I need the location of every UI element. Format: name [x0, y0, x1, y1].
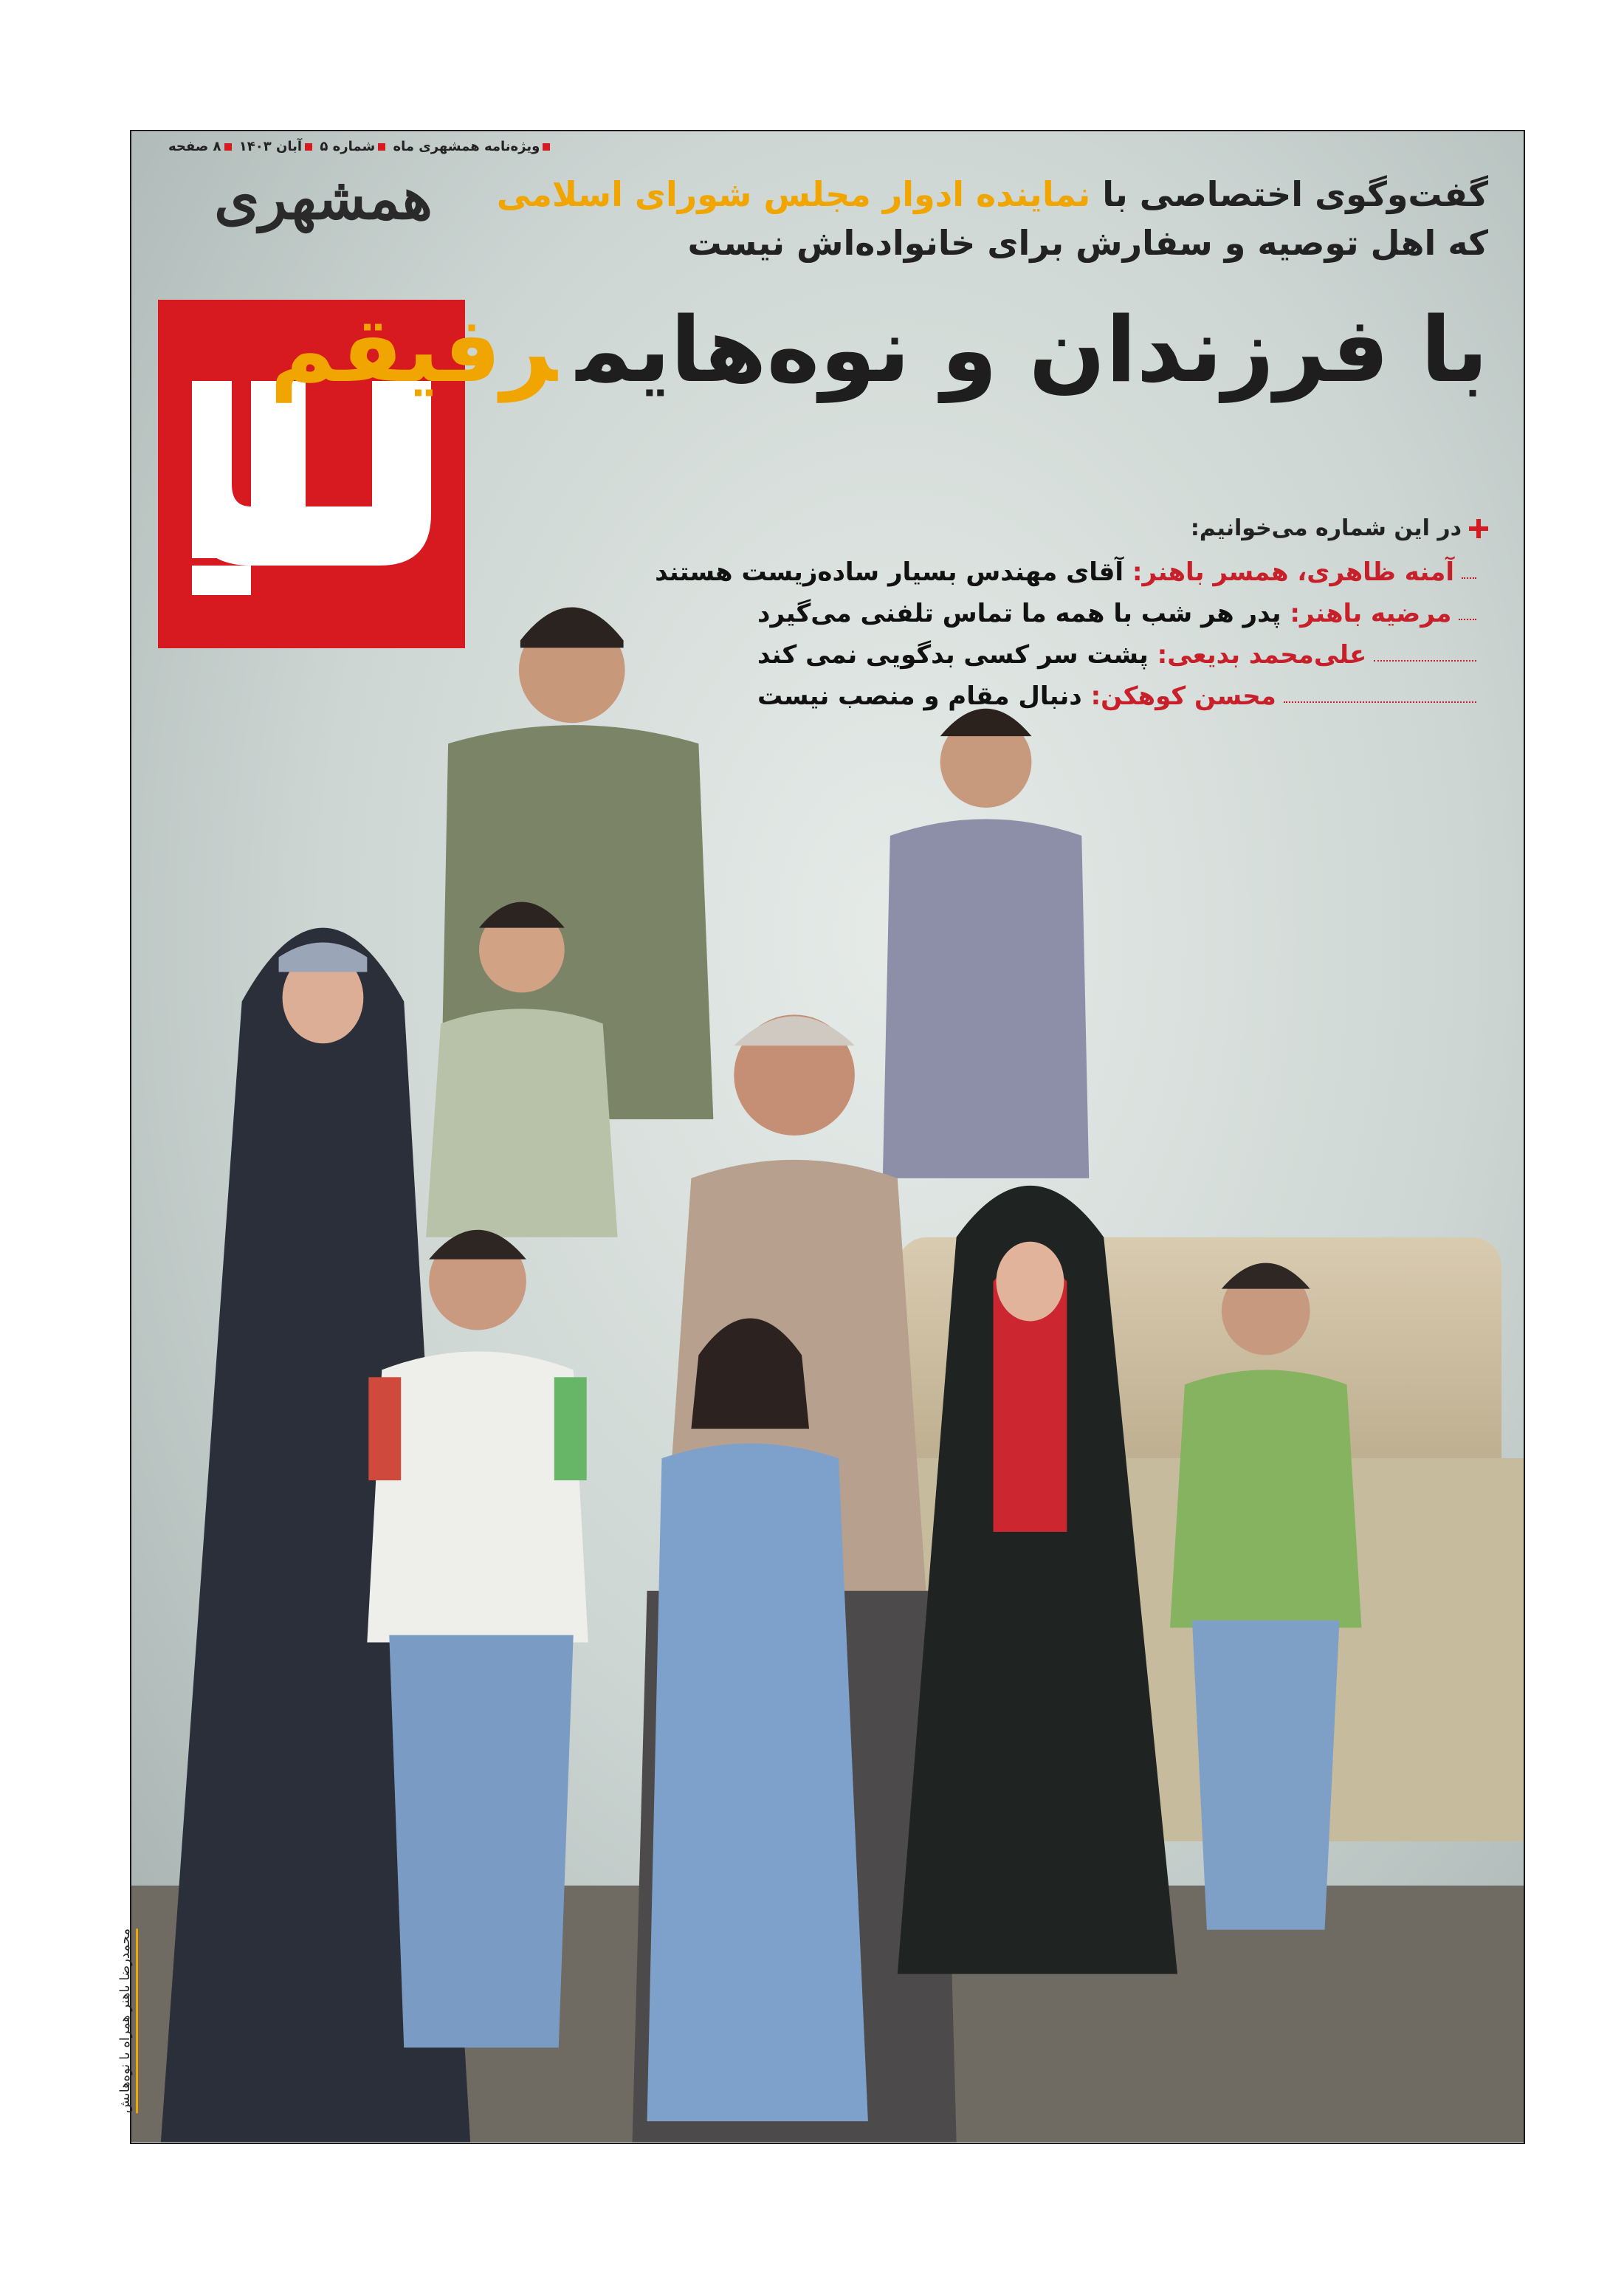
- kicker-line-2: که اهل توصیه و سفارش برای خانواده‌اش نیست: [687, 223, 1488, 263]
- toc-item[interactable]: آمنه ظاهری، همسر باهنر: آقای مهندس بسیار ساده‌زیست هستند: [757, 552, 1488, 593]
- toc-leader-dots: [1284, 701, 1476, 703]
- toc-leader-dots: [1462, 577, 1476, 579]
- main-headline: با فرزندان و نوه‌هایمرفیقم: [269, 298, 1488, 402]
- toc-item[interactable]: محسن کوهکن: دنبال مقام و منصب نیست: [757, 676, 1488, 717]
- toc-leader-dots: [1459, 619, 1476, 620]
- cover-page: [130, 130, 1525, 2144]
- toc-header: در این شماره می‌خوانیم:: [757, 515, 1488, 541]
- toc-item[interactable]: علی‌محمد بدیعی: پشت سر کسی بدگویی نمی کند: [757, 634, 1488, 676]
- table-of-contents: [655, 515, 1488, 717]
- toc-item[interactable]: مرضیه باهنر: پدر هر شب با همه ما تماس تلفنی می‌گیرد: [757, 593, 1488, 634]
- photo-credit: محمدرضا باهنر همراه با نوه‌هایش: [114, 1928, 138, 2113]
- toc-leader-dots: [1374, 660, 1476, 662]
- issue-info: ویژه‌نامه همشهری ماه شماره ۵ آبان ۱۴۰۳ ۸ صفحه: [168, 139, 553, 154]
- sub-brand-hamshahri: همشهری: [214, 165, 433, 233]
- plus-icon: [1469, 519, 1488, 538]
- kicker-line-1: گفت‌وگوی اختصاصی با نماینده ادوار مجلس شورای اسلامی: [496, 174, 1488, 214]
